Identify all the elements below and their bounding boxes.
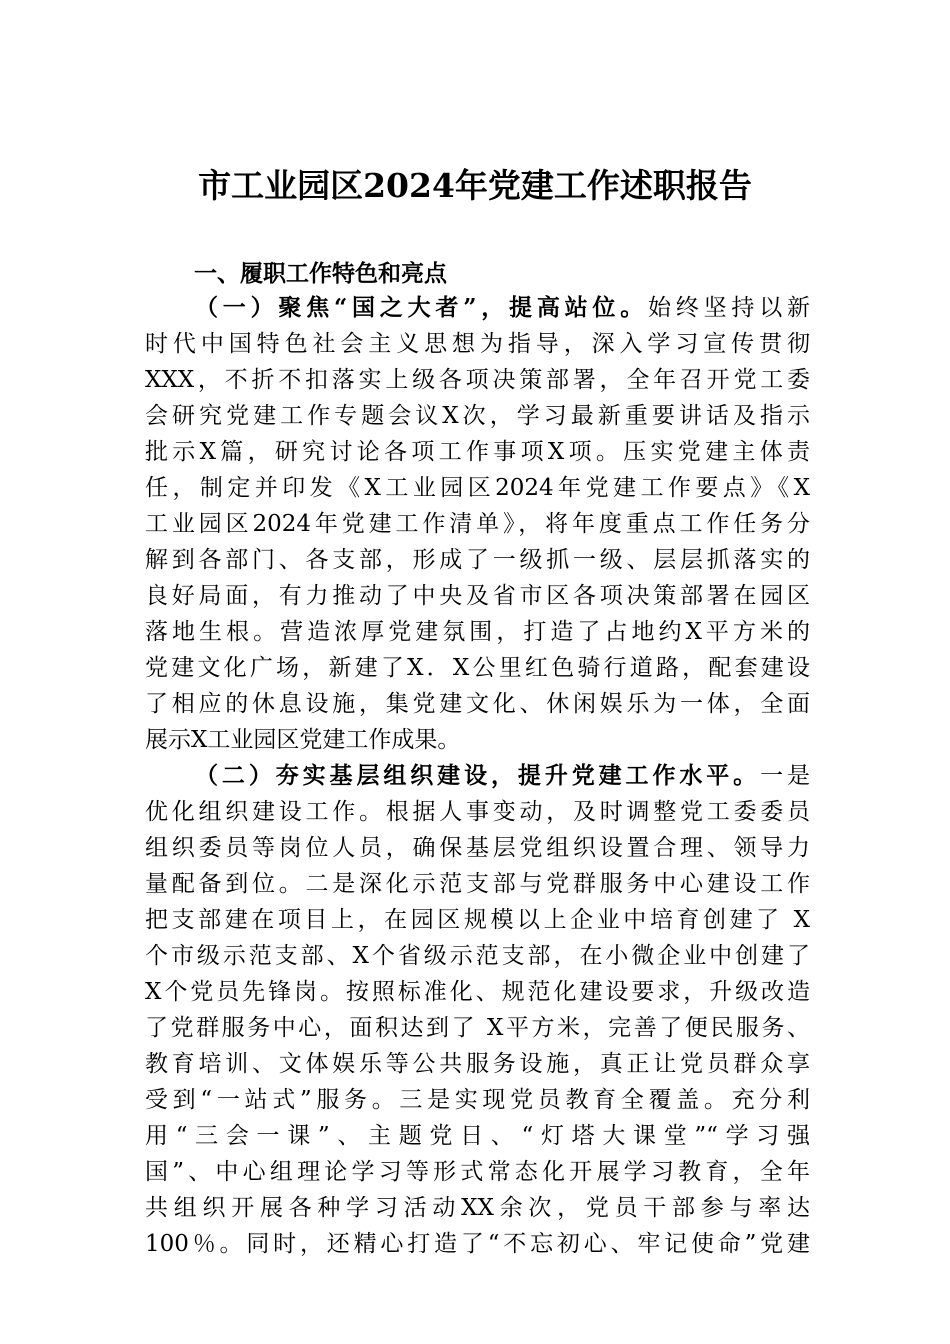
paragraph-2-line: 量配备到位。二是深化示范支部与党群服务中心建设工作 bbox=[145, 871, 810, 897]
paragraph-2-line: 了党群服务中心，面积达到了 X平方米，完善了便民服务、 bbox=[145, 1015, 810, 1041]
paragraph-2-line: 把支部建在项目上，在园区规模以上企业中培育创建了 X bbox=[145, 907, 810, 933]
paragraph-1-text: 始终坚持以新 bbox=[648, 295, 810, 321]
paragraph-2-lead: （二）夯实基层组织建设，提升党建工作水平。 bbox=[195, 762, 761, 789]
paragraph-1-line-1 bbox=[145, 290, 810, 326]
paragraph-1-line: 展示X工业园区党建工作成果。 bbox=[145, 727, 461, 753]
paragraph-2-line: 国”、中心组理论学习等形式常态化开展学习教育，全年 bbox=[145, 1159, 810, 1185]
document-title: 市工业园区2024年党建工作述职报告 bbox=[198, 166, 752, 205]
paragraph-2-line: 受到“一站式”服务。三是实现党员教育全覆盖。充分利 bbox=[145, 1087, 810, 1113]
paragraph-2-line: 个市级示范支部、X个省级示范支部，在小微企业中创建了 bbox=[145, 943, 810, 969]
paragraph-2-line: 用“三会一课”、主题党日、“灯塔大课堂”“学习强 bbox=[145, 1123, 810, 1149]
paragraph-2-line: 100％。同时，还精心打造了“不忘初心、牢记使命”党建 bbox=[145, 1231, 810, 1257]
paragraph-1-line: 会研究党建工作专题会议X次，学习最新重要讲话及指示 bbox=[145, 403, 810, 429]
paragraph-1-line: 良好局面，有力推动了中央及省市区各项决策部署在园区 bbox=[145, 583, 810, 609]
paragraph-2-line: 共组织开展各种学习活动XX余次，党员干部参与率达 bbox=[145, 1195, 810, 1221]
paragraph-1-line: 时代中国特色社会主义思想为指导，深入学习宣传贯彻 bbox=[145, 331, 810, 357]
paragraph-1-line: 任，制定并印发《X工业园区2024年党建工作要点》《X bbox=[145, 475, 810, 501]
document-body bbox=[145, 290, 810, 1262]
paragraph-2-line: 教育培训、文体娱乐等公共服务设施，真正让党员群众享 bbox=[145, 1051, 810, 1077]
paragraph-2-line: 组织委员等岗位人员，确保基层党组织设置合理、领导力 bbox=[145, 835, 810, 861]
paragraph-1-line: 落地生根。营造浓厚党建氛围，打造了占地约X平方米的 bbox=[145, 619, 810, 645]
paragraph-2-line: X个党员先锋岗。按照标准化、规范化建设要求，升级改造 bbox=[145, 979, 810, 1005]
paragraph-2-text: 一是 bbox=[760, 763, 811, 789]
paragraph-1-lead: （一）聚焦“国之大者”，提高站位。 bbox=[195, 294, 649, 321]
paragraph-1-line: 批示X篇，研究讨论各项工作事项X项。压实党建主体责 bbox=[145, 439, 810, 465]
section-heading: 一、履职工作特色和亮点 bbox=[194, 261, 447, 287]
paragraph-2-line-1 bbox=[145, 758, 810, 794]
paragraph-1-line: 了相应的休息设施，集党建文化、休闲娱乐为一体，全面 bbox=[145, 691, 810, 717]
paragraph-1-line: 解到各部门、各支部，形成了一级抓一级、层层抓落实的 bbox=[145, 547, 810, 573]
paragraph-2-line: 优化组织建设工作。根据人事变动，及时调整党工委委员 bbox=[145, 799, 810, 825]
paragraph-1-line: 工业园区2024年党建工作清单》，将年度重点工作任务分 bbox=[145, 511, 810, 537]
paragraph-1-line: XXX，不折不扣落实上级各项决策部署，全年召开党工委 bbox=[145, 367, 810, 393]
paragraph-1-line: 党建文化广场，新建了X．X公里红色骑行道路，配套建设 bbox=[145, 655, 810, 681]
